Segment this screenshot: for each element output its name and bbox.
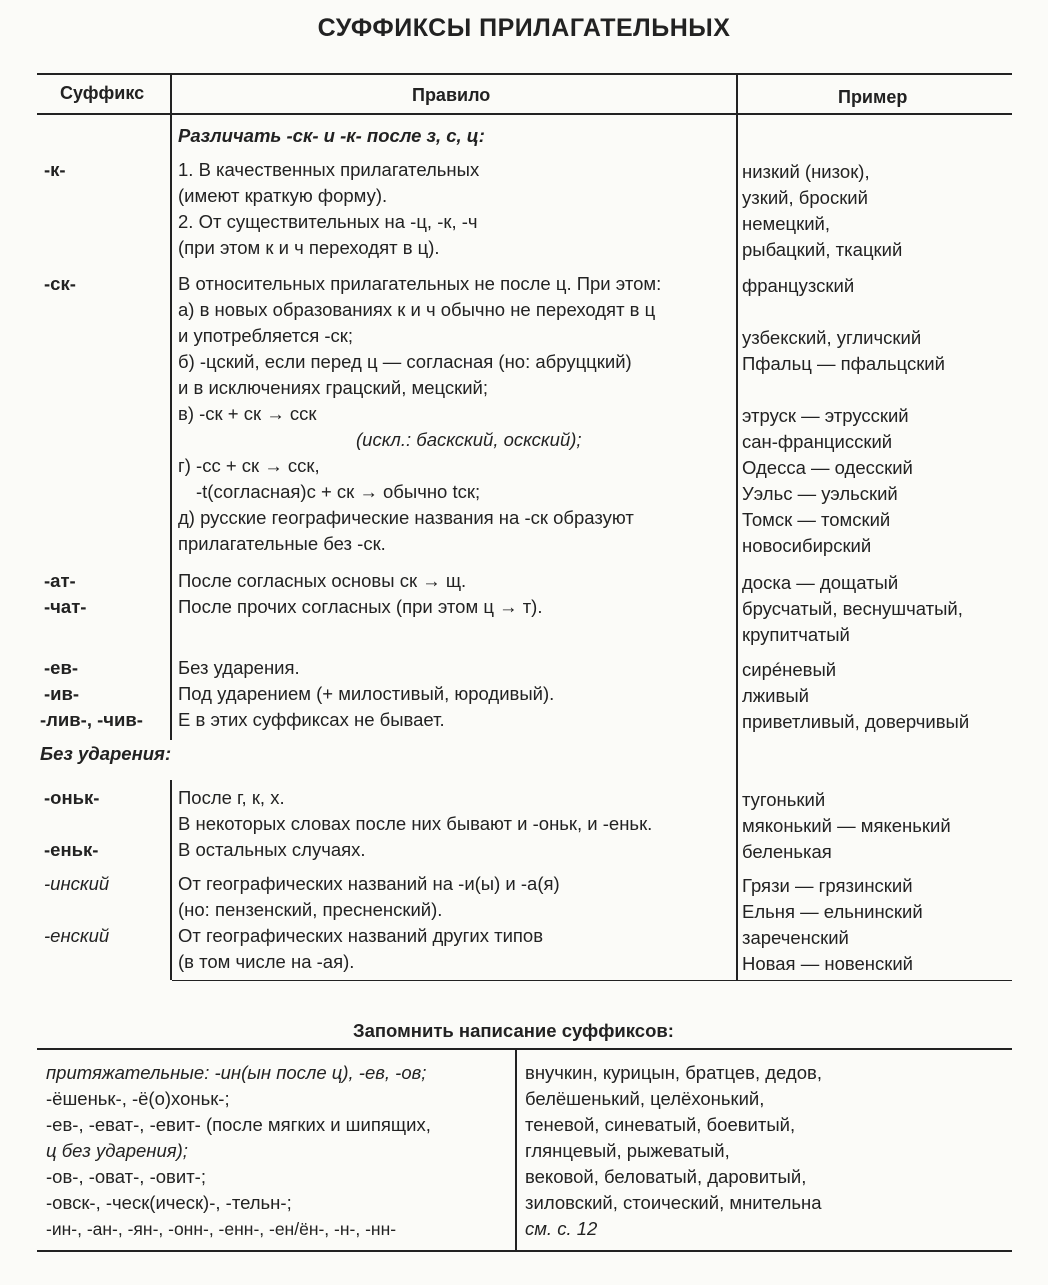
example-sk-4: Пфальц — пфальцский	[742, 353, 945, 374]
example-onk-1: тугонький	[742, 789, 826, 810]
rule-k-3: 2. От существительных на -ц, -к, -ч	[178, 211, 478, 232]
page-title: СУФФИКСЫ ПРИЛАГАТЕЛЬНЫХ	[317, 14, 731, 42]
example-enk: беленькая	[742, 841, 832, 862]
example-sk-9: Уэльс — уэльский	[742, 483, 898, 504]
rule-sk-2: а) в новых образованиях к и ч обычно не переходят в ц	[178, 299, 656, 320]
rule-sk-9: -t(согласная)с + ск → обычно tск;	[196, 481, 481, 502]
suffix-onk: -оньк-	[44, 787, 100, 808]
table-top-border	[37, 73, 1012, 75]
rule-sk-5: и в исключениях грацский, мецский;	[178, 377, 489, 398]
header-suffix: Суффикс	[60, 83, 145, 103]
example-sk-1: французский	[742, 275, 855, 296]
rule-sk-3: и употребляется -ск;	[178, 325, 354, 346]
rule-at: После согласных основы ск → щ.	[178, 570, 467, 591]
table-bottom-border	[172, 980, 1012, 981]
remember-divider	[515, 1050, 517, 1250]
rule-onk-2: В некоторых словах после них бывают и -оньк, и -еньк.	[178, 813, 653, 834]
remember-right-7: см. с. 12	[525, 1218, 598, 1239]
column-divider-1	[170, 73, 172, 115]
suffix-ev: -ев-	[44, 657, 78, 678]
rule-k-4: (при этом к и ч переходят в ц).	[178, 237, 440, 258]
rule-k-2: (имеют краткую форму).	[178, 185, 388, 206]
suffix-k: -к-	[44, 159, 66, 180]
example-k-4: рыбацкий, ткацкий	[742, 239, 903, 260]
column-divider-1-body	[170, 115, 172, 740]
rule-k-1: 1. В качественных прилагательных	[178, 159, 480, 180]
remember-right-4: глянцевый, рыжеватый,	[525, 1140, 730, 1161]
rule-enk: В остальных случаях.	[178, 839, 366, 860]
example-sk-7: сан-францисский	[742, 431, 893, 452]
remember-left-3: -ев-, -еват-, -евит- (после мягких и шипящих,	[46, 1114, 431, 1135]
column-divider-1-lower	[170, 780, 172, 980]
rule-sk-1: В относительных прилагательных не после ц. При этом:	[178, 273, 662, 294]
example-iv: лживый	[742, 685, 809, 706]
remember-left-5: -ов-, -оват-, -овит-;	[46, 1166, 206, 1187]
remember-right-6: зиловский, стоический, мнительна	[525, 1192, 822, 1213]
example-k-2: узкий, броский	[742, 187, 868, 208]
example-chat-2: крупитчатый	[742, 624, 850, 645]
suffix-enk: -еньк-	[44, 839, 99, 860]
remember-top-border	[37, 1048, 1012, 1050]
example-chat-1: брусчатый, веснушчатый,	[742, 598, 963, 619]
header-rule: Правило	[412, 85, 491, 105]
rule-insk-1: От географических названий на -и(ы) и -а(я)	[178, 873, 560, 894]
rule-ensk-2: (в том числе на -ая).	[178, 951, 355, 972]
remember-right-5: вековой, беловатый, даровитый,	[525, 1166, 807, 1187]
header-bottom-border	[37, 113, 1012, 115]
example-sk-10: Томск — томский	[742, 509, 891, 530]
rule-onk-1: После г, к, х.	[178, 787, 285, 808]
suffix-insk: -инский	[44, 873, 110, 894]
remember-right-2: белёшенький, целёхонький,	[525, 1088, 765, 1109]
remember-left-7: -ин-, -ан-, -ян-, -онн-, -енн-, -ен/ён-, -н-, -нн-	[46, 1219, 397, 1239]
example-ensk-2: Новая — новенский	[742, 953, 913, 974]
remember-left-4: ц без ударения);	[46, 1140, 188, 1161]
example-k-3: немецкий,	[742, 213, 831, 234]
rule-insk-2: (но: пензенский, пресненский).	[178, 899, 443, 920]
rule-chat: После прочих согласных (при этом ц → т).	[178, 596, 543, 617]
suffix-sk: -ск-	[44, 273, 76, 294]
column-divider-2	[736, 73, 738, 980]
rule-ev: Без ударения.	[178, 657, 300, 678]
example-sk-11: новосибирский	[742, 535, 872, 556]
example-sk-3: узбекский, угличский	[742, 327, 922, 348]
example-insk-2: Ельня — ельнинский	[742, 901, 923, 922]
rule-sk-7: (искл.: баскский, оскский);	[356, 429, 582, 450]
no-stress-heading: Без ударения:	[40, 743, 172, 764]
rule-sk-4: б) -цский, если перед ц — согласная (но: абруццкий)	[178, 351, 632, 372]
rule-sk-6: в) -ск + ск → сск	[178, 403, 317, 424]
suffix-iv: -ив-	[44, 683, 80, 704]
example-onk-2: мяконький — мякенький	[742, 815, 951, 836]
remember-left-6: -овск-, -ческ(ическ)-, -тельн-;	[46, 1192, 292, 1213]
rule-sk-10: д) русские географические названия на -ск образуют	[178, 507, 634, 528]
intro-rule: Различать -ск- и -к- после з, с, ц:	[178, 125, 485, 146]
example-k-1: низкий (низок),	[742, 161, 870, 182]
remember-right-3: теневой, синеватый, боевитый,	[525, 1114, 796, 1135]
suffix-ensk: -енский	[44, 925, 110, 946]
remember-title: Запомнить написание суффиксов:	[353, 1020, 674, 1041]
remember-right-1: внучкин, курицын, братцев, дедов,	[525, 1062, 822, 1083]
remember-bottom-border	[37, 1250, 1012, 1252]
rule-iv: Под ударением (+ милостивый, юродивый).	[178, 683, 555, 704]
example-ev: сирéневый	[742, 659, 837, 680]
header-example: Пример	[838, 87, 908, 107]
example-liv: приветливый, доверчивый	[742, 711, 970, 732]
remember-left-2: -ёшеньк-, -ё(о)хоньк-;	[46, 1088, 230, 1109]
remember-left-1: притяжательные: -ин(ын после ц), -ев, -ов;	[46, 1062, 427, 1083]
rule-liv: Е в этих суффиксах не бывает.	[178, 709, 445, 730]
suffix-liv: -лив-, -чив-	[40, 709, 143, 730]
suffix-at: -ат-	[44, 570, 76, 591]
example-sk-6: этруск — этрусский	[742, 405, 909, 426]
example-sk-8: Одесса — одесский	[742, 457, 913, 478]
rule-sk-8: г) -сс + ск → сск,	[178, 455, 320, 476]
example-insk-1: Грязи — грязинский	[742, 875, 913, 896]
suffix-chat: -чат-	[44, 596, 87, 617]
example-at: доска — дощатый	[742, 572, 899, 593]
example-ensk-1: зареченский	[742, 927, 849, 948]
rule-sk-11: прилагательные без -ск.	[178, 533, 386, 554]
rule-ensk-1: От географических названий других типов	[178, 925, 544, 946]
